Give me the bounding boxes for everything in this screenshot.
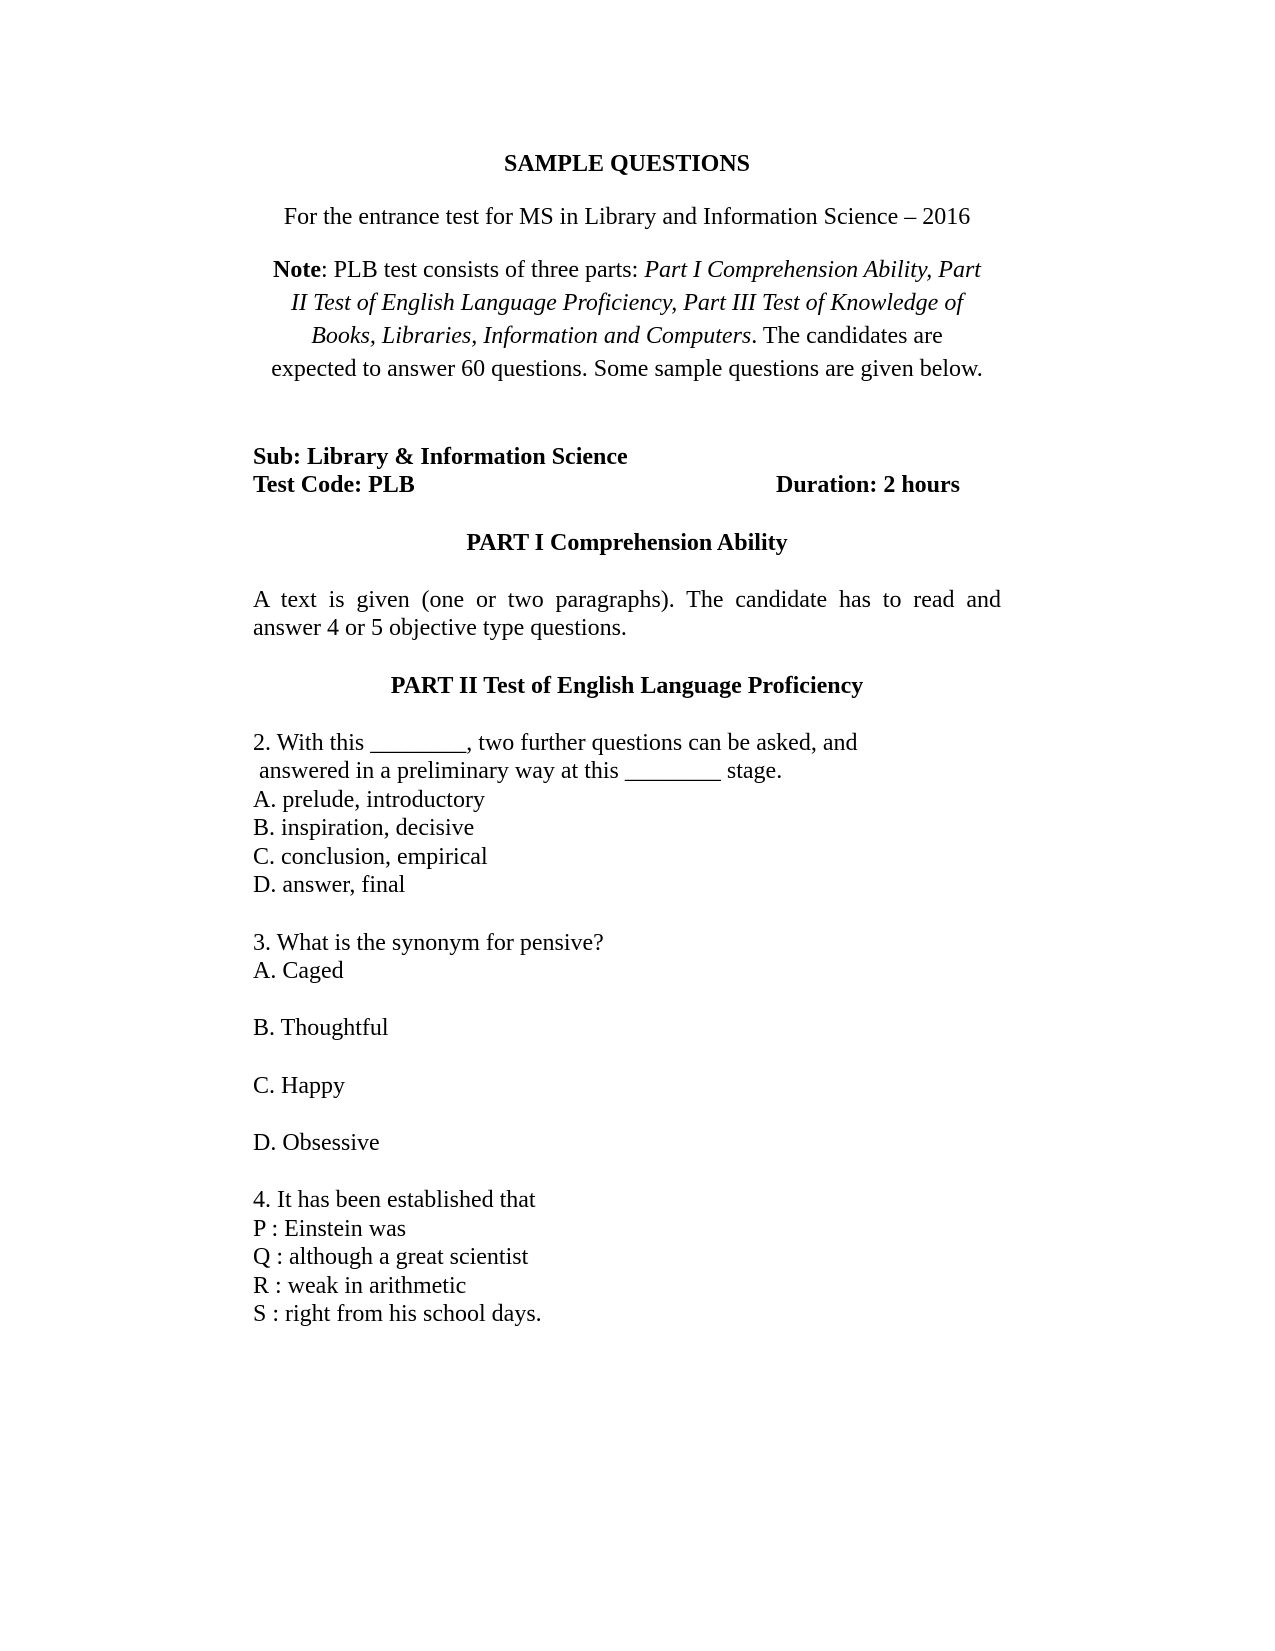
note-line-4: expected to answer 60 questions. Some sample questions are given below.	[271, 356, 983, 382]
note-line-3	[250, 322, 1004, 350]
duration: Duration: 2 hours	[776, 472, 961, 498]
question-2-option-d: D. answer, final	[253, 872, 406, 898]
test-code: Test Code: PLB	[253, 472, 415, 498]
question-4-part-p: P : Einstein was	[253, 1216, 407, 1242]
question-4-text: 4. It has been established that	[253, 1187, 536, 1213]
question-4-part-s: S : right from his school days.	[253, 1301, 542, 1327]
question-4-part-r: R : weak in arithmetic	[253, 1273, 467, 1299]
note-label: Note	[273, 257, 322, 283]
question-2-line-1: 2. With this ________, two further questions can be asked, and	[253, 730, 858, 756]
part2-heading: PART II Test of English Language Proficiency	[390, 673, 864, 699]
document-title: SAMPLE QUESTIONS	[503, 151, 751, 177]
part1-line-2: answer 4 or 5 objective type questions.	[253, 615, 627, 641]
question-4-part-q: Q : although a great scientist	[253, 1244, 529, 1270]
question-3-option-b: B. Thoughtful	[253, 1015, 389, 1041]
question-3-option-c: C. Happy	[253, 1073, 345, 1099]
question-3-text: 3. What is the synonym for pensive?	[253, 930, 604, 956]
question-2-option-b: B. inspiration, decisive	[253, 815, 475, 841]
note-line-2: II Test of English Language Proficiency, Part III Test of Knowledge of	[291, 290, 963, 316]
question-3-option-a: A. Caged	[253, 958, 344, 984]
note-line-1-text: : PLB test consists of three parts:	[321, 257, 645, 283]
subject-line: Sub: Library & Information Science	[253, 444, 628, 470]
question-2-option-a: A. prelude, introductory	[253, 787, 485, 813]
question-3-option-d: D. Obsessive	[253, 1130, 380, 1156]
question-2-option-c: C. conclusion, empirical	[253, 844, 488, 870]
part1-heading: PART I Comprehension Ability	[466, 530, 788, 556]
note-line-3-italic: Books, Libraries, Information and Computers	[311, 323, 752, 349]
part1-line-1: A text is given (one or two paragraphs). The candidate has to read and	[253, 587, 1001, 613]
document-subtitle: For the entrance test for MS in Library and Information Science – 2016	[283, 204, 971, 230]
question-2-line-2: answered in a preliminary way at this ________ stage.	[253, 758, 783, 784]
note-line-1	[250, 256, 1004, 284]
note-line-1-italic: Part I Comprehension Ability, Part	[644, 257, 981, 283]
note-line-3-text: . The candidates are	[751, 323, 943, 349]
